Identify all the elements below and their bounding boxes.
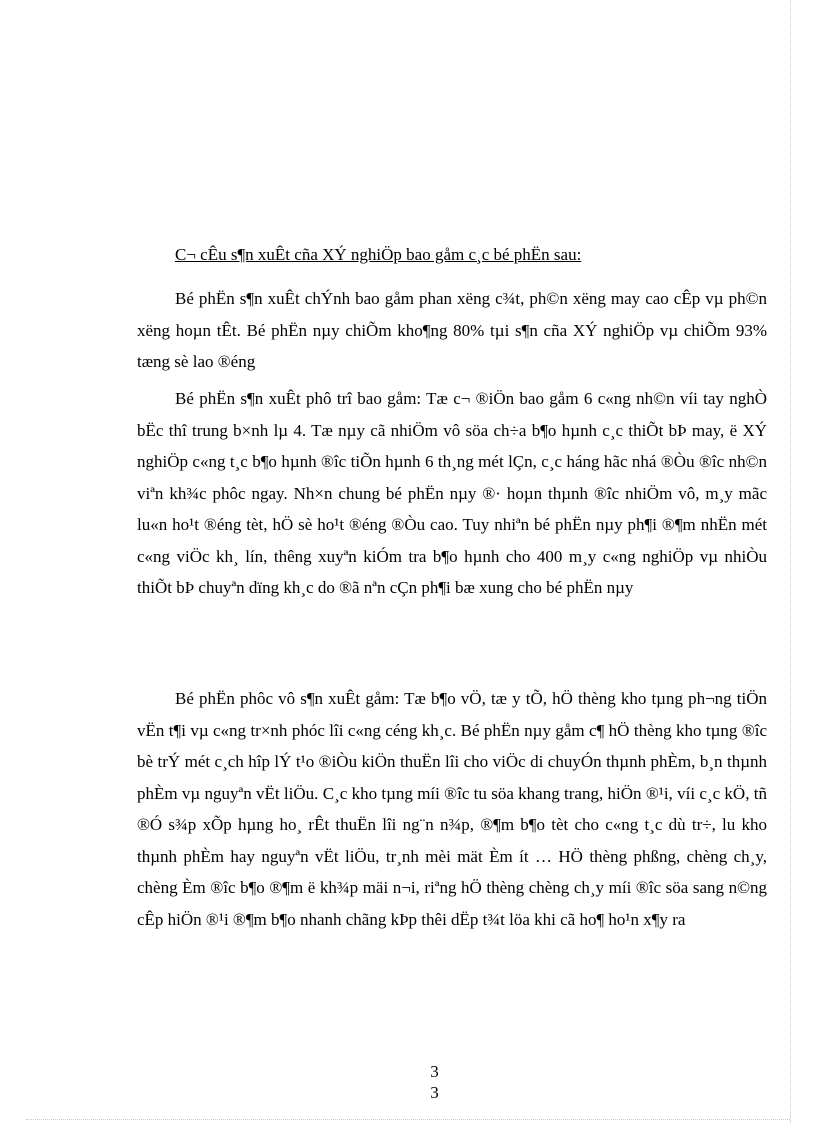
paragraph-text: Bé phËn phôc vô s¶n xuÊt gåm: Tæ b¶o vÖ, tæ y tÕ, hÖ thèng kho tµng ph¬ng tiÖn vËn t¶i vµ c«ng tr×nh phóc lîi c«ng céng kh¸c. Bé phËn nµy gåm c¶ hÖ thèng kho tµng ®îc bè trÝ mét c¸ch hîp lÝ t¹o ®iÒu kiÖn thuËn lîi cho viÖc di chuyÓn thµnh phÈm, b¸n thµnh phÈm vµ nguyªn vËt liÖu. C¸c kho tµng míi ®îc tu söa khang trang, hiÖn ®¹i, víi c¸c kÖ, tñ ®Ó s¾p xÕp hµng ho¸ rÊt thuËn lîi ng¨n n¾p, ®¶m b¶o tèt cho c«ng t¸c dù tr÷, lu kho thµnh phÈm hay nguyªn vËt liÖu, tr¸nh mèi mät Èm ít … HÖ thèng phßng, chèng ch¸y, chèng Èm ®îc b¶o ®¶m ë kh¾p mäi n¬i, riªng hÖ thèng chèng ch¸y míi ®îc söa sang n©ng cÊp hiÖn ®¹i ®¶m b¶o nhanh chãng kÞp thêi dËp t¾t löa khi cã ho¶ ho¹n x¶y ra (137, 689, 767, 929)
paragraph-main-production (137, 283, 767, 378)
paragraph-production-service (137, 683, 767, 935)
page-number: 3 (430, 1062, 439, 1081)
page-bottom-border (26, 1119, 790, 1120)
section-heading: C¬ cÊu s¶n xuÊt cña XÝ nghiÖp bao gåm c¸c bé phËn sau: (175, 245, 582, 264)
page-right-border (790, 0, 791, 1123)
paragraph-text: Bé phËn s¶n xuÊt phô trî bao gåm: Tæ c¬ ®iÖn bao gåm 6 c«ng nh©n víi tay nghÒ bËc thî trung b×nh lµ 4. Tæ nµy cã nhiÖm vô söa ch÷a b¶o hµnh c¸c thiÕt bÞ may, ë XÝ nghiÖp c«ng t¸c b¶o hµnh ®îc tiÕn hµnh 6 th¸ng mét lÇn, c¸c háng hãc nhá ®Òu ®îc nh©n viªn kh¾c phôc ngay. Nh×n chung bé phËn nµy ®· hoµn thµnh ®îc nhiÖm vô, m¸y mãc lu«n ho¹t ®éng tèt, hÖ sè ho¹t ®éng ®Òu cao. Tuy nhiªn bé phËn nµy ph¶i ®¶m nhËn mét c«ng viÖc kh¸ lín, thêng xuyªn kiÓm tra b¶o hµnh cho 400 m¸y c«ng nghiÖp vµ nhiÒu thiÕt bÞ chuyªn dïng kh¸c do ®ã nªn cÇn ph¶i bæ xung cho bé phËn nµy (137, 389, 767, 597)
paragraph-auxiliary-production (137, 383, 767, 604)
page-number: 3 (430, 1083, 439, 1102)
paragraph-text: Bé phËn s¶n xuÊt chÝnh bao gåm phan xëng c¾t, ph©n xëng may cao cÊp vµ ph©n xëng hoµn tÊt. Bé phËn nµy chiÕm kho¶ng 80% tµi s¶n cña XÝ nghiÖp vµ chiÕm 93% tæng sè lao ®éng (137, 289, 767, 371)
